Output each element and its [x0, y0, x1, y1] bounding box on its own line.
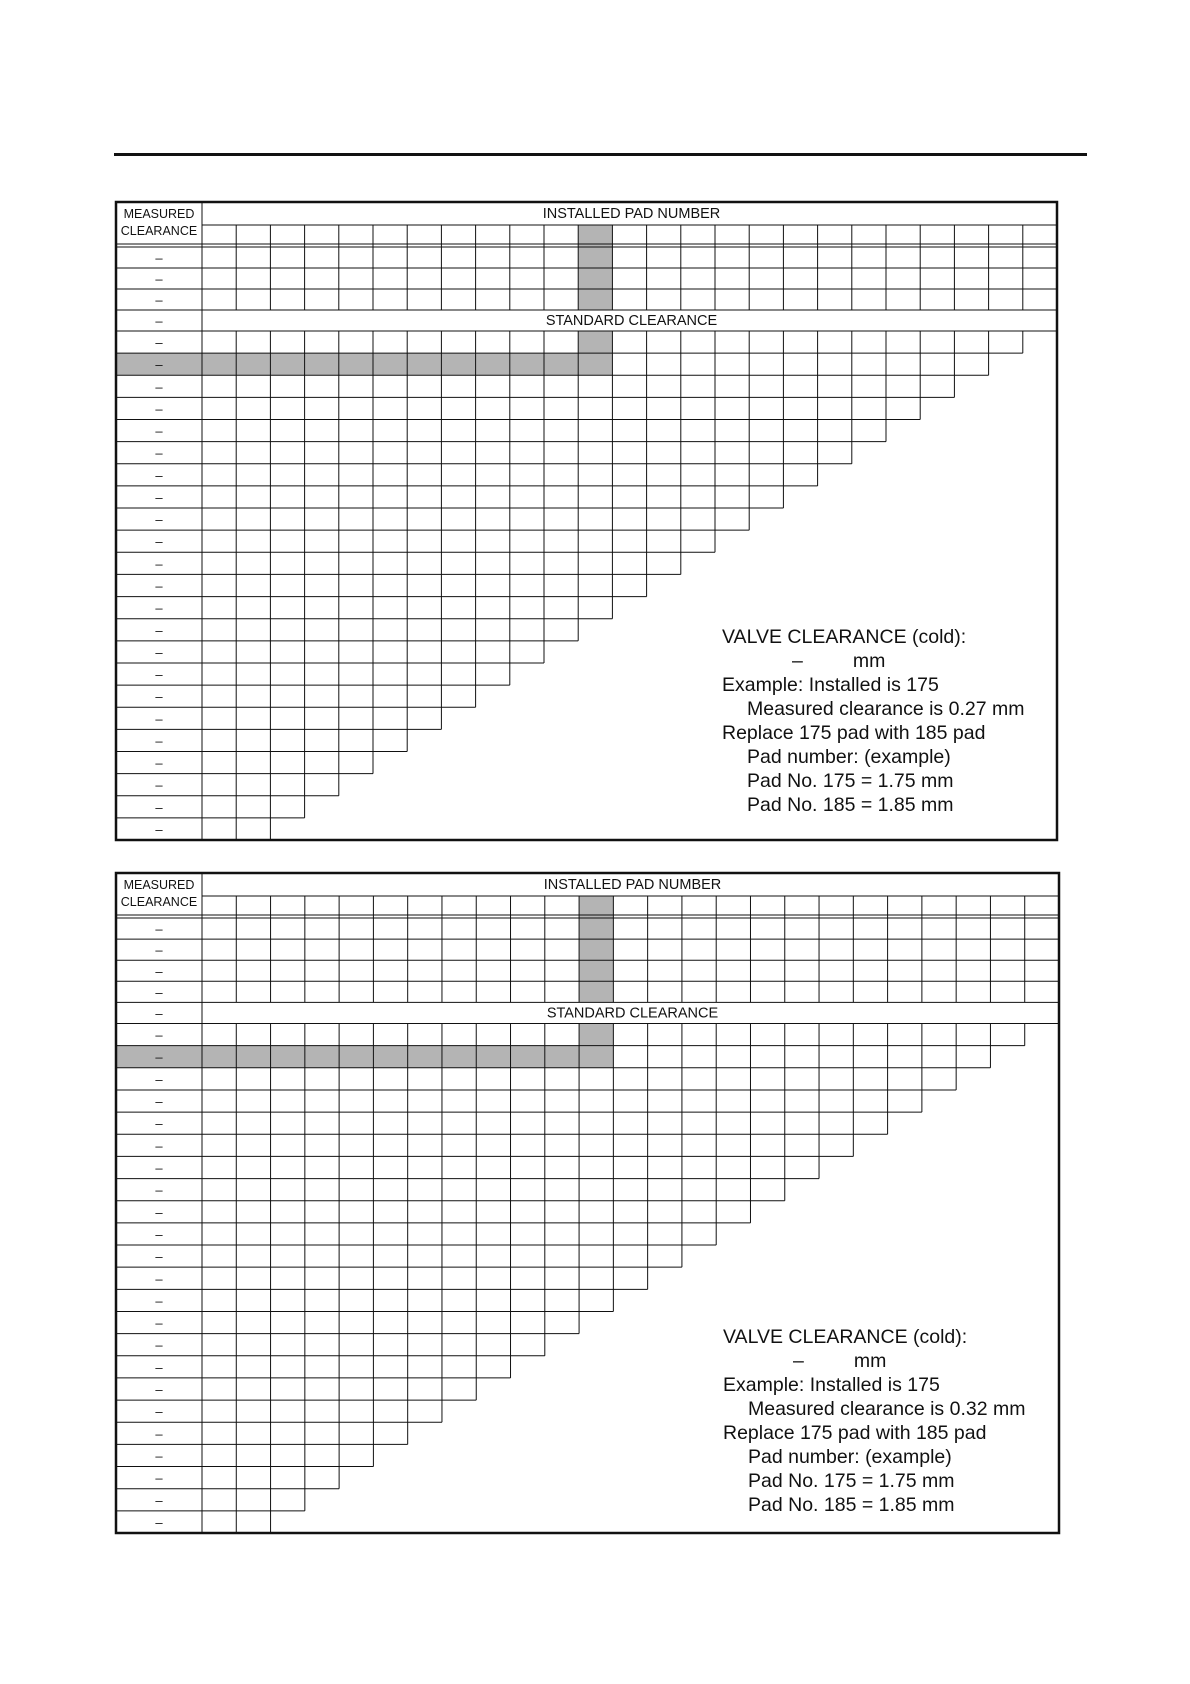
measured-row-dash: – — [155, 1448, 163, 1464]
measured-row-dash: – — [155, 423, 163, 439]
measured-row-dash: – — [155, 1138, 163, 1154]
measured-row-dash: – — [155, 401, 163, 417]
measured-row-dash: – — [155, 1337, 163, 1353]
note-padnum: Pad number: (example) — [747, 746, 951, 768]
note-replace: Replace 175 pad with 185 pad — [723, 1422, 987, 1444]
measured-row-dash: – — [155, 445, 163, 461]
measured-row-dash: – — [155, 644, 163, 660]
measured-row-dash: – — [155, 534, 163, 550]
measured-row-dash: – — [155, 1094, 163, 1110]
note-pad175: Pad No. 175 = 1.75 mm — [747, 770, 954, 792]
measured-row-dash: – — [155, 1359, 163, 1375]
measured-row-dash: – — [155, 1470, 163, 1486]
note-range-dash: – — [792, 650, 803, 672]
measured-row-dash: – — [155, 1116, 163, 1132]
measured-row-dash: – — [155, 1182, 163, 1198]
note-range-dash: – — [793, 1350, 804, 1372]
measured-header-line1: MEASURED — [123, 207, 195, 221]
measured-row-dash: – — [155, 1426, 163, 1442]
note-measured: Measured clearance is 0.32 mm — [748, 1398, 1026, 1420]
note-range — [722, 649, 1024, 673]
installed-pad-number-header: INSTALLED PAD NUMBER — [542, 206, 721, 222]
measured-row-dash: – — [155, 250, 163, 266]
note-unit: mm — [852, 650, 886, 672]
measured-row-dash: – — [155, 313, 163, 329]
measured-row-dash: – — [155, 984, 163, 1000]
valve-clearance-note-2 — [723, 1325, 1025, 1517]
note-example: Example: Installed is 175 — [722, 674, 939, 696]
note-example: Example: Installed is 175 — [723, 1374, 940, 1396]
measured-row-dash: – — [155, 379, 163, 395]
note-pad185: Pad No. 185 = 1.85 mm — [747, 794, 954, 816]
highlight-row — [116, 1046, 613, 1068]
measured-row-dash: – — [155, 1005, 163, 1021]
measured-row-dash: – — [155, 1249, 163, 1265]
measured-row-dash: – — [155, 556, 163, 572]
measured-row-dash: – — [155, 489, 163, 505]
measured-row-dash: – — [155, 733, 163, 749]
measured-row-dash: – — [155, 755, 163, 771]
measured-row-dash: – — [155, 963, 163, 979]
highlight-column-cell — [578, 331, 612, 353]
measured-row-dash: – — [155, 467, 163, 483]
measured-row-dash: – — [155, 357, 163, 373]
measured-row-dash: – — [155, 821, 163, 837]
measured-row-dash: – — [155, 292, 163, 308]
standard-clearance-label: STANDARD CLEARANCE — [545, 313, 718, 329]
measured-row-dash: – — [155, 1271, 163, 1287]
note-pad185: Pad No. 185 = 1.85 mm — [748, 1494, 955, 1516]
note-pad175: Pad No. 175 = 1.75 mm — [748, 1470, 955, 1492]
measured-row-dash: – — [155, 1226, 163, 1242]
measured-row-dash: – — [155, 1382, 163, 1398]
measured-row-dash: – — [155, 1027, 163, 1043]
measured-header-line1: MEASURED — [123, 878, 195, 892]
highlight-column — [579, 896, 613, 1002]
valve-clearance-note-1 — [722, 625, 1024, 817]
note-range — [723, 1349, 1025, 1373]
measured-row-dash: – — [155, 1514, 163, 1530]
highlight-row — [116, 353, 612, 375]
measured-row-dash: – — [155, 271, 163, 287]
measured-row-dash: – — [155, 578, 163, 594]
standard-clearance-label: STANDARD CLEARANCE — [546, 1005, 719, 1022]
measured-row-dash: – — [155, 512, 163, 528]
measured-row-dash: – — [155, 1315, 163, 1331]
measured-row-dash: – — [155, 777, 163, 793]
measured-row-dash: – — [155, 1204, 163, 1220]
note-title: VALVE CLEARANCE (cold): — [723, 1326, 968, 1348]
measured-row-dash: – — [155, 799, 163, 815]
note-unit: mm — [853, 1350, 887, 1372]
measured-row-dash: – — [155, 1160, 163, 1176]
measured-row-dash: – — [155, 1404, 163, 1420]
measured-header-line2: CLEARANCE — [120, 895, 198, 909]
measured-row-dash: – — [155, 335, 163, 351]
measured-row-dash: – — [155, 600, 163, 616]
measured-row-dash: – — [155, 942, 163, 958]
installed-pad-number-header: INSTALLED PAD NUMBER — [543, 877, 722, 893]
measured-row-dash: – — [155, 622, 163, 638]
measured-header-line2: CLEARANCE — [120, 224, 198, 238]
note-title: VALVE CLEARANCE (cold): — [722, 626, 967, 648]
note-measured: Measured clearance is 0.27 mm — [747, 698, 1025, 720]
note-replace: Replace 175 pad with 185 pad — [722, 722, 986, 744]
measured-row-dash: – — [155, 711, 163, 727]
measured-row-dash: – — [155, 1492, 163, 1508]
measured-row-dash: – — [155, 921, 163, 937]
measured-row-dash: – — [155, 667, 163, 683]
measured-row-dash: – — [155, 1071, 163, 1087]
highlight-column-cell — [579, 1024, 613, 1046]
measured-row-dash: – — [155, 1049, 163, 1065]
note-padnum: Pad number: (example) — [748, 1446, 952, 1468]
measured-row-dash: – — [155, 1293, 163, 1309]
measured-row-dash: – — [155, 689, 163, 705]
